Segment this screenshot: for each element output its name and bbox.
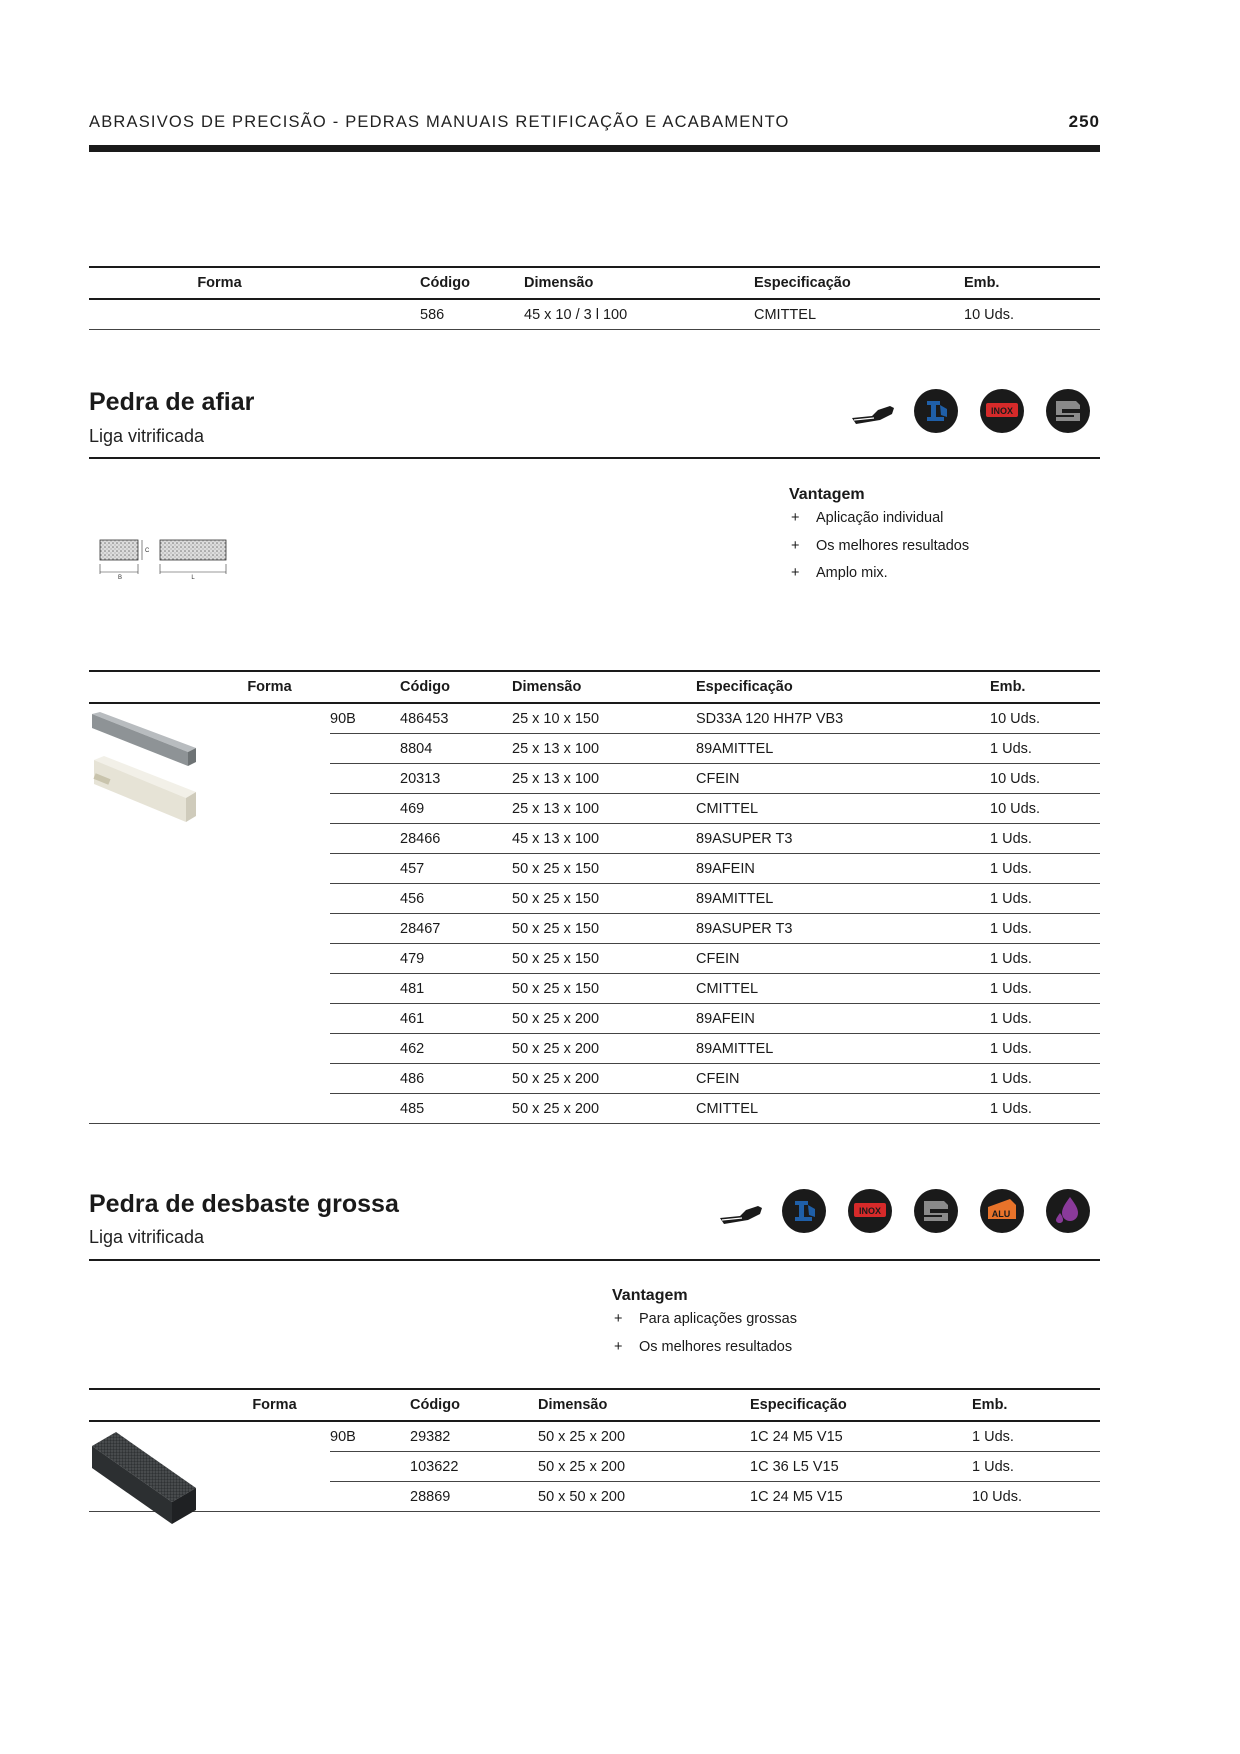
cell-emb: 1 Uds. [972, 1452, 1100, 1482]
coarse-stone-image [90, 1426, 200, 1531]
cell-dimensao: 50 x 25 x 200 [512, 1094, 696, 1124]
cell-dimensao: 50 x 25 x 150 [512, 974, 696, 1004]
cast-iron-icon [1046, 389, 1090, 433]
cell-dimensao: 50 x 25 x 200 [512, 1034, 696, 1064]
cell-emb: 1 Uds. [990, 884, 1100, 914]
col-forma: Forma [89, 671, 400, 703]
col-codigo: Código [410, 1389, 538, 1421]
hand-tool-icon [718, 1198, 764, 1233]
cell-codigo: 486453 [400, 703, 512, 734]
cell-dimensao: 25 x 13 x 100 [512, 764, 696, 794]
col-emb: Emb. [964, 267, 1100, 299]
col-codigo: Código [420, 267, 524, 299]
cell-especificacao: CFEIN [696, 1064, 990, 1094]
cell-especificacao: CMITTEL [696, 974, 990, 1004]
cell-especificacao: 89AMITTEL [696, 734, 990, 764]
cell-codigo: 457 [400, 854, 512, 884]
inox-icon [848, 1189, 892, 1233]
cell-dimensao: 25 x 10 x 150 [512, 703, 696, 734]
cell-especificacao: CMITTEL [696, 794, 990, 824]
table-row [89, 703, 1100, 734]
cell-dimensao: 45 x 13 x 100 [512, 824, 696, 854]
advantages-title-desbaste: Vantagem [612, 1287, 688, 1304]
cell-dimensao: 50 x 25 x 200 [512, 1064, 696, 1094]
cell-codigo: 481 [400, 974, 512, 1004]
cell-forma-code: 90B [330, 703, 400, 734]
section-title-afiar: Pedra de afiar [89, 388, 255, 416]
header-rule [89, 145, 1100, 152]
cell-especificacao: 1C 24 M5 V15 [750, 1421, 972, 1452]
table-row [89, 1421, 1100, 1452]
cell-emb: 10 Uds. [990, 764, 1100, 794]
cell-especificacao: CFEIN [696, 944, 990, 974]
cell-emb: 1 Uds. [990, 1004, 1100, 1034]
cell-especificacao: 89AMITTEL [696, 884, 990, 914]
inox-icon [980, 389, 1024, 433]
cell-dimensao: 50 x 50 x 200 [538, 1482, 750, 1512]
cast-iron-icon [914, 1189, 958, 1233]
cell-codigo: 29382 [410, 1421, 538, 1452]
cell-especificacao: CMITTEL [754, 299, 964, 330]
inox-icon-label: INOX [858, 1206, 882, 1216]
col-dimensao: Dimensão [512, 671, 696, 703]
cell-especificacao: 1C 36 L5 V15 [750, 1452, 972, 1482]
cell-codigo: 456 [400, 884, 512, 914]
col-especificacao: Especificação [696, 671, 990, 703]
list-item: + Os melhores resultados [791, 537, 970, 554]
non-ferrous-icon [1046, 1189, 1090, 1233]
aluminium-icon [980, 1189, 1024, 1233]
section-title-desbaste: Pedra de desbaste grossa [89, 1190, 399, 1218]
cell-emb: 10 Uds. [964, 299, 1100, 330]
list-item: + Os melhores resultados [614, 1338, 793, 1355]
cell-dimensao: 50 x 25 x 200 [512, 1004, 696, 1034]
cell-codigo: 28869 [410, 1482, 538, 1512]
cell-dimensao: 45 x 10 / 3 l 100 [524, 299, 754, 330]
cell-especificacao: 89AFEIN [696, 854, 990, 884]
cell-emb: 1 Uds. [990, 1034, 1100, 1064]
steel-icon [782, 1189, 826, 1233]
page-number: 250 [1068, 112, 1100, 131]
diagram-label-b: B [117, 575, 123, 580]
col-emb: Emb. [972, 1389, 1100, 1421]
cell-especificacao: 89ASUPER T3 [696, 914, 990, 944]
col-dimensao: Dimensão [538, 1389, 750, 1421]
cell-emb: 1 Uds. [990, 974, 1100, 1004]
section-subtitle-desbaste: Liga vitrificada [89, 1227, 205, 1247]
cell-emb: 10 Uds. [990, 794, 1100, 824]
cell-codigo: 462 [400, 1034, 512, 1064]
cell-codigo: 479 [400, 944, 512, 974]
advantages-list-afiar [789, 508, 969, 591]
cell-dimensao: 50 x 25 x 150 [512, 854, 696, 884]
col-especificacao: Especificação [750, 1389, 972, 1421]
cell-dimensao: 50 x 25 x 200 [538, 1452, 750, 1482]
advantages-title-afiar: Vantagem [789, 486, 865, 503]
top-product-table [89, 266, 1100, 330]
table-row [89, 299, 1100, 330]
cell-codigo: 586 [420, 299, 524, 330]
cell-codigo: 103622 [410, 1452, 538, 1482]
cell-emb: 1 Uds. [990, 854, 1100, 884]
list-item: + Aplicação individual [791, 510, 944, 526]
steel-icon [914, 389, 958, 433]
cell-especificacao: 89AMITTEL [696, 1034, 990, 1064]
cell-codigo: 485 [400, 1094, 512, 1124]
cell-dimensao: 25 x 13 x 100 [512, 794, 696, 824]
cell-dimensao: 50 x 25 x 150 [512, 914, 696, 944]
section-rule-afiar [89, 457, 1100, 459]
col-codigo: Código [400, 671, 512, 703]
cell-especificacao: 1C 24 M5 V15 [750, 1482, 972, 1512]
cell-especificacao: SD33A 120 HH7P VB3 [696, 703, 990, 734]
col-especificacao: Especificação [754, 267, 964, 299]
cell-emb: 10 Uds. [972, 1482, 1100, 1512]
cell-codigo: 20313 [400, 764, 512, 794]
cell-codigo: 28467 [400, 914, 512, 944]
col-forma: Forma [89, 1389, 410, 1421]
cell-especificacao: 89ASUPER T3 [696, 824, 990, 854]
cell-dimensao: 50 x 25 x 150 [512, 944, 696, 974]
cell-especificacao: 89AFEIN [696, 1004, 990, 1034]
col-forma: Forma [89, 267, 420, 299]
page-header-title: ABRASIVOS DE PRECISÃO - PEDRAS MANUAIS RETIFICAÇÃO E ACABAMENTO [89, 113, 790, 131]
cell-dimensao: 50 x 25 x 200 [538, 1421, 750, 1452]
hand-tool-icon [850, 398, 896, 433]
cell-dimensao: 25 x 13 x 100 [512, 734, 696, 764]
cell-emb: 1 Uds. [990, 734, 1100, 764]
cell-emb: 1 Uds. [990, 944, 1100, 974]
cell-codigo: 469 [400, 794, 512, 824]
alu-icon-label: ALU [991, 1209, 1011, 1219]
diagram-label-l: L [191, 575, 195, 580]
cell-dimensao: 50 x 25 x 150 [512, 884, 696, 914]
cell-emb: 1 Uds. [990, 824, 1100, 854]
cell-codigo: 461 [400, 1004, 512, 1034]
col-dimensao: Dimensão [524, 267, 754, 299]
section-rule-desbaste [89, 1259, 1100, 1261]
col-emb: Emb. [990, 671, 1100, 703]
diagram-label-c: C [145, 548, 150, 554]
cell-especificacao: CMITTEL [696, 1094, 990, 1124]
afiar-product-table [89, 670, 1100, 1124]
list-item: + Amplo mix. [791, 565, 888, 581]
cell-emb: 10 Uds. [990, 703, 1100, 734]
cell-especificacao: CFEIN [696, 764, 990, 794]
list-item: + Para aplicações grossas [614, 1311, 797, 1327]
sharpening-stone-image [90, 710, 200, 830]
cell-forma-code: 90B [330, 1421, 410, 1452]
cell-emb: 1 Uds. [990, 914, 1100, 944]
advantages-list-desbaste [612, 1309, 797, 1364]
cell-emb: 1 Uds. [972, 1421, 1100, 1452]
desbaste-product-table [89, 1388, 1100, 1512]
cell-emb: 1 Uds. [990, 1064, 1100, 1094]
cell-codigo: 486 [400, 1064, 512, 1094]
section-subtitle-afiar: Liga vitrificada [89, 426, 205, 446]
cell-emb: 1 Uds. [990, 1094, 1100, 1124]
cell-codigo: 8804 [400, 734, 512, 764]
cell-codigo: 28466 [400, 824, 512, 854]
stone-dimension-diagram [96, 530, 236, 585]
inox-icon-label: INOX [990, 406, 1014, 416]
